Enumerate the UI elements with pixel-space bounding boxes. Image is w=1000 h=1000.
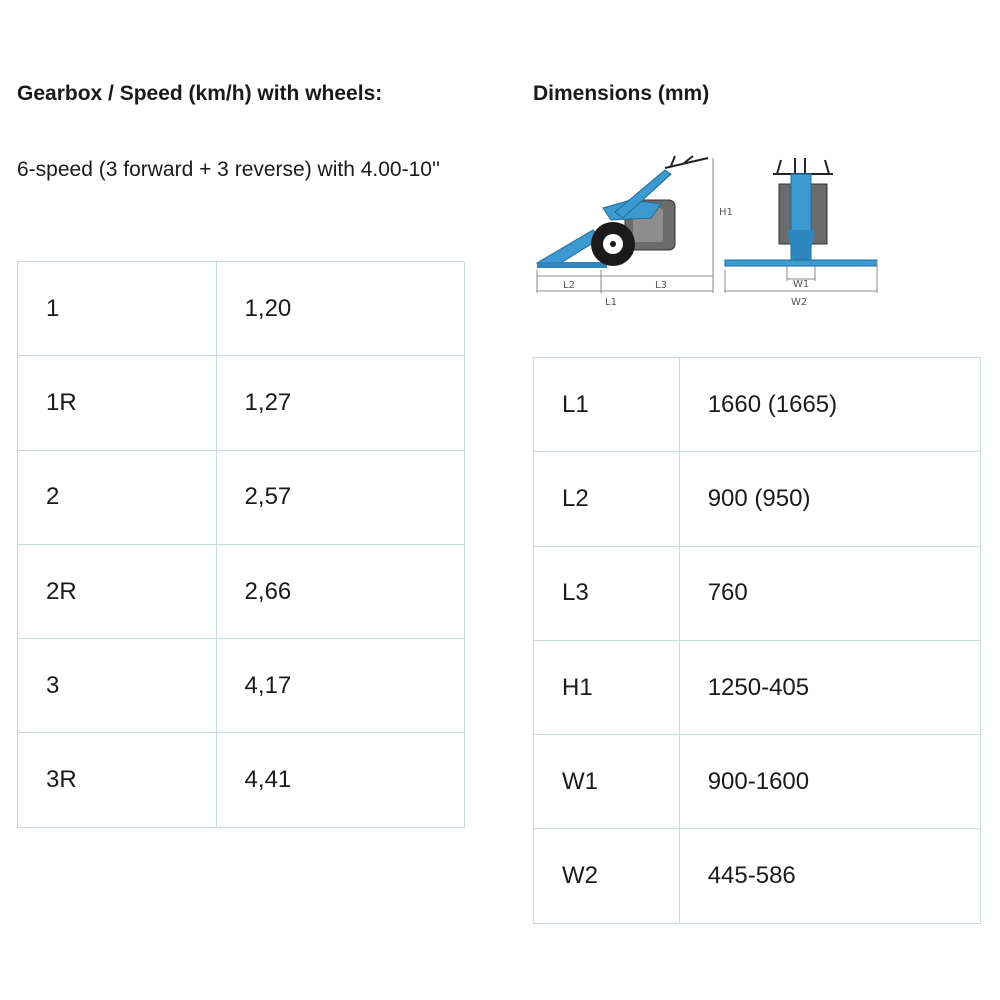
gearbox-speed-table: [17, 261, 465, 828]
table-row: [534, 546, 981, 640]
table-row: [534, 358, 981, 452]
dim-label-l3: L3: [655, 280, 667, 291]
dim-label-w2: W2: [791, 297, 808, 308]
mower-dimension-diagram: [533, 148, 883, 318]
gear-cell: 2: [18, 450, 217, 544]
gear-cell: 2R: [18, 544, 217, 638]
dimension-label-cell: L3: [534, 546, 680, 640]
dimension-value-cell: 1660 (1665): [679, 358, 980, 452]
dim-label-l1: L1: [605, 297, 617, 308]
gear-cell: 1: [18, 262, 217, 356]
table-row: [18, 262, 465, 356]
table-row: [534, 640, 981, 734]
dimension-label-cell: H1: [534, 640, 680, 734]
table-row: [18, 639, 465, 733]
dim-label-w1: W1: [793, 279, 810, 290]
dimension-label-cell: W2: [534, 829, 680, 923]
table-row: [534, 452, 981, 546]
gear-cell: 3R: [18, 733, 217, 827]
speed-cell: 1,27: [216, 356, 464, 450]
table-row: [18, 733, 465, 827]
speed-cell: 1,20: [216, 262, 464, 356]
mower-front-view: [725, 158, 877, 308]
dimension-value-cell: 445-586: [679, 829, 980, 923]
dimensions-table: [533, 357, 981, 924]
dim-label-h1: H1: [719, 207, 733, 218]
dimension-value-cell: 900-1600: [679, 735, 980, 829]
table-row: [18, 544, 465, 638]
dimension-value-cell: 1250-405: [679, 640, 980, 734]
dimensions-heading: Dimensions (mm): [533, 82, 710, 105]
mower-side-view: [537, 156, 733, 308]
dim-label-l2: L2: [563, 280, 575, 291]
speed-cell: 4,17: [216, 639, 464, 733]
dimension-value-cell: 760: [679, 546, 980, 640]
gearbox-heading: Gearbox / Speed (km/h) with wheels:: [17, 82, 383, 105]
table-row: [534, 735, 981, 829]
speed-cell: 2,66: [216, 544, 464, 638]
dimension-value-cell: 900 (950): [679, 452, 980, 546]
gearbox-description: 6-speed (3 forward + 3 reverse) with 4.00-10'': [17, 158, 440, 181]
speed-cell: 2,57: [216, 450, 464, 544]
table-row: [18, 450, 465, 544]
dimension-label-cell: L1: [534, 358, 680, 452]
dimension-label-cell: W1: [534, 735, 680, 829]
gear-cell: 1R: [18, 356, 217, 450]
gear-cell: 3: [18, 639, 217, 733]
dimension-label-cell: L2: [534, 452, 680, 546]
table-row: [18, 356, 465, 450]
speed-cell: 4,41: [216, 733, 464, 827]
table-row: [534, 829, 981, 923]
